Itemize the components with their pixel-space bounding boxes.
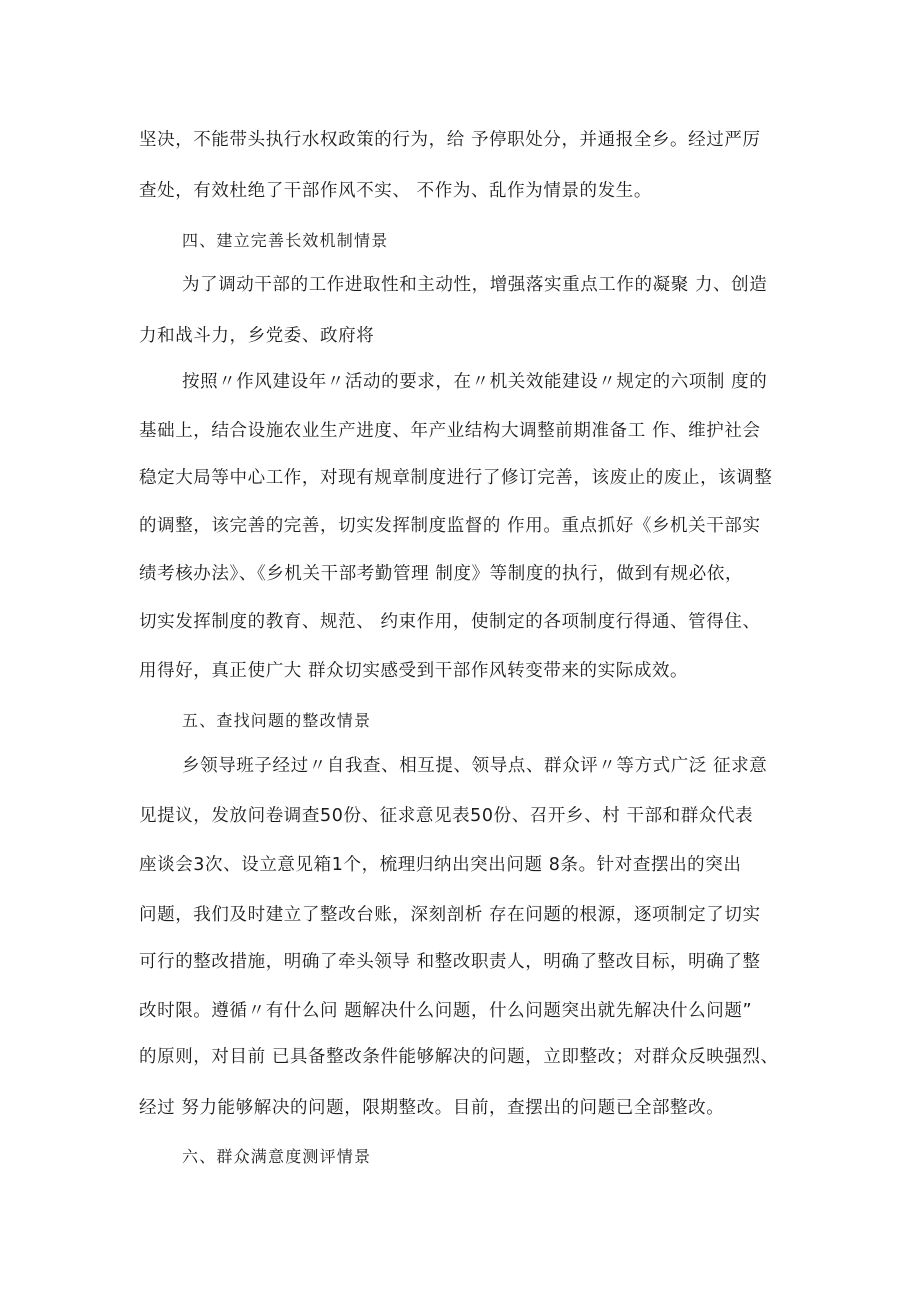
paragraph-line: 改时限。遵循〃有什么问 题解决什么问题，什么问题突出就先解决什么问题” — [139, 1001, 753, 1021]
paragraph-line: 可行的整改措施，明确了牵头领导 和整改职责人，明确了整改目标，明确了整 — [139, 952, 761, 972]
paragraph-line: 用得好，真正使广大 群众切实感受到干部作风转变带来的实际成效。 — [139, 661, 689, 681]
section-heading-6: 六、群众满意度测评情景 — [182, 1147, 372, 1166]
paragraph-line: 经过 努力能够解决的问题，限期整改。目前，查摆出的问题已全部整改。 — [139, 1098, 725, 1118]
paragraph-line: 按照〃作风建设年〃活动的要求，在〃机关效能建设〃规定的六项制 度的 — [182, 372, 768, 392]
paragraph-line: 基础上，结合设施农业生产进度、年产业结构大调整前期准备工 作、维护社会 — [139, 421, 761, 441]
section-heading-5: 五、查找问题的整改情景 — [182, 711, 372, 730]
paragraph-line: 切实发挥制度的教育、规范、 约束作用，使制定的各项制度行得通、管得住、 — [139, 612, 761, 632]
paragraph-line: 见提议，发放问卷调查50份、征求意见表50份、召开乡、村 干部和群众代表 — [139, 806, 754, 826]
paragraph-line: 查处，有效杜绝了干部作风不实、 不作为、乱作为情景的发生。 — [139, 181, 652, 201]
paragraph-line: 乡领导班子经过〃自我查、相互提、领导点、群众评〃等方式广泛 征求意 — [182, 756, 768, 776]
paragraph-line: 为了调动干部的工作进取性和主动性，增强落实重点工作的凝聚 力、创造 — [182, 275, 768, 295]
paragraph-line: 问题，我们及时建立了整改台账，深刻剖析 存在问题的根源，逐项制定了切实 — [139, 905, 761, 925]
section-heading-4: 四、建立完善长效机制情景 — [182, 231, 389, 250]
paragraph-line: 座谈会3次、设立意见箱1个，梳理归纳出突出问题 8条。针对查摆出的突出 — [139, 855, 742, 875]
paragraph-line: 力和战斗力，乡党委、政府将 — [139, 326, 375, 346]
paragraph-line: 的调整，该完善的完善，切实发挥制度监督的 作用。重点抓好《乡机关干部实 — [139, 516, 761, 536]
paragraph-line: 的原则，对目前 已具备整改条件能够解决的问题，立即整改；对群众反映强烈、 — [139, 1047, 779, 1067]
paragraph-line: 稳定大局等中心工作，对现有规章制度进行了修订完善，该废止的废止，该调整 — [139, 468, 773, 488]
paragraph-line: 坚决，不能带头执行水权政策的行为，给 予停职处分，并通报全乡。经过严厉 — [139, 130, 761, 150]
paragraph-line: 绩考核办法》、《乡机关干部考勤管理 制度》等制度的执行，做到有规必依， — [139, 564, 744, 584]
